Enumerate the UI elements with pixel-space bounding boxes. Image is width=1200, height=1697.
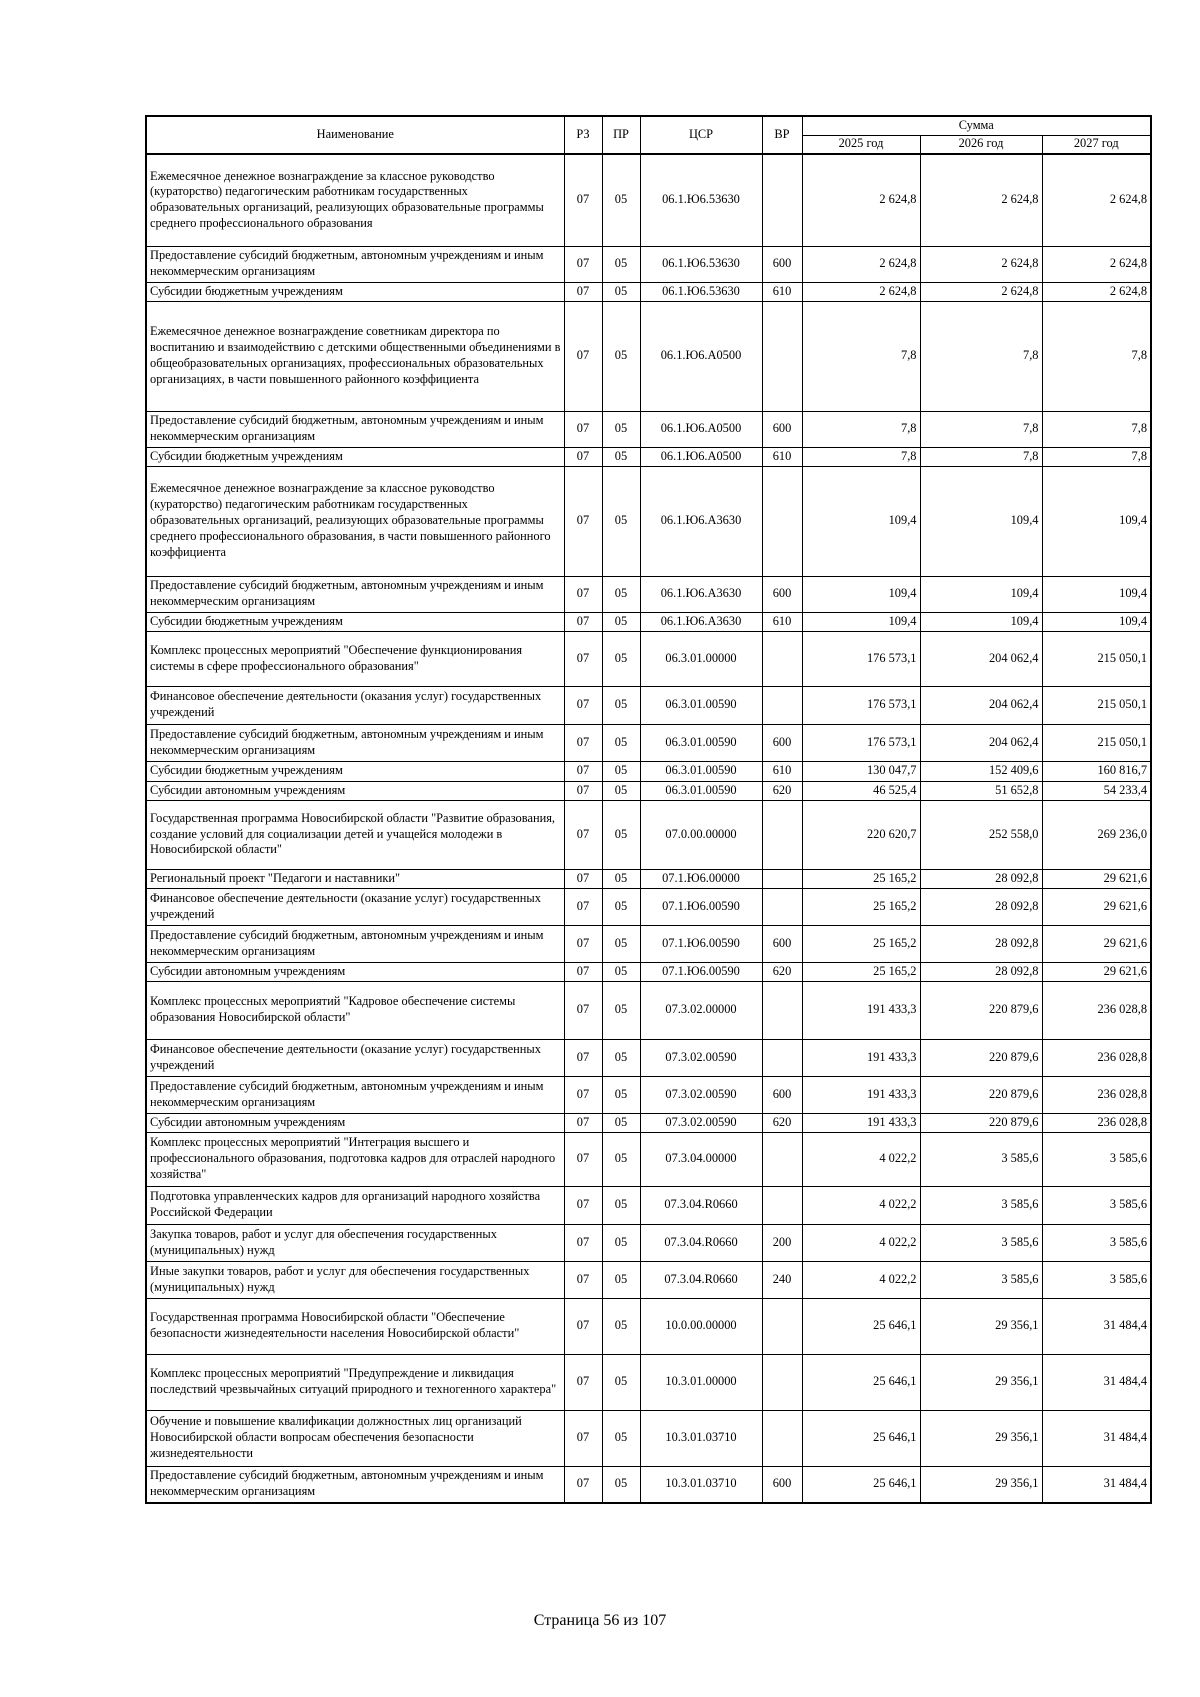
cell-csr: 06.1.Ю6.53630 xyxy=(640,246,762,282)
cell-vr: 240 xyxy=(762,1261,802,1298)
cell-pr: 05 xyxy=(602,301,640,411)
cell-2027: 215 050,1 xyxy=(1042,724,1151,761)
cell-name: Субсидии автономным учреждениям xyxy=(146,1113,564,1132)
cell-name: Субсидии бюджетным учреждениям xyxy=(146,761,564,781)
cell-rz: 07 xyxy=(564,1039,602,1076)
cell-2027: 31 484,4 xyxy=(1042,1298,1151,1354)
cell-vr xyxy=(762,1410,802,1466)
cell-vr xyxy=(762,154,802,246)
table-row xyxy=(146,154,1151,246)
cell-csr: 07.3.04.R0660 xyxy=(640,1224,762,1261)
table-row xyxy=(146,466,1151,576)
cell-pr: 05 xyxy=(602,761,640,781)
cell-pr: 05 xyxy=(602,888,640,925)
cell-2025: 7,8 xyxy=(802,411,920,447)
header-rz: РЗ xyxy=(564,116,602,154)
cell-rz: 07 xyxy=(564,1076,602,1113)
cell-rz: 07 xyxy=(564,154,602,246)
cell-csr: 06.3.01.00590 xyxy=(640,761,762,781)
cell-rz: 07 xyxy=(564,576,602,612)
cell-name: Комплекс процессных мероприятий "Обеспечение функционирования системы в сфере профессионального образования" xyxy=(146,631,564,686)
cell-rz: 07 xyxy=(564,411,602,447)
cell-2027: 109,4 xyxy=(1042,466,1151,576)
cell-2025: 25 646,1 xyxy=(802,1298,920,1354)
cell-2026: 152 409,6 xyxy=(920,761,1042,781)
cell-2026: 3 585,6 xyxy=(920,1186,1042,1224)
cell-rz: 07 xyxy=(564,1132,602,1186)
cell-pr: 05 xyxy=(602,1132,640,1186)
header-pr: ПР xyxy=(602,116,640,154)
cell-rz: 07 xyxy=(564,869,602,888)
header-year-2025: 2025 год xyxy=(802,135,920,154)
cell-2026: 204 062,4 xyxy=(920,631,1042,686)
cell-pr: 05 xyxy=(602,1113,640,1132)
cell-2027: 2 624,8 xyxy=(1042,154,1151,246)
table-row xyxy=(146,800,1151,869)
table-row xyxy=(146,869,1151,888)
header-sum: Сумма xyxy=(802,116,1151,135)
cell-2027: 7,8 xyxy=(1042,301,1151,411)
cell-csr: 10.3.01.00000 xyxy=(640,1354,762,1410)
cell-2027: 29 621,6 xyxy=(1042,869,1151,888)
cell-2027: 3 585,6 xyxy=(1042,1224,1151,1261)
cell-csr: 07.3.02.00590 xyxy=(640,1076,762,1113)
cell-rz: 07 xyxy=(564,466,602,576)
cell-name: Комплекс процессных мероприятий "Предупреждение и ликвидация последствий чрезвычайных ситуаций природного и техногенного характера" xyxy=(146,1354,564,1410)
cell-2026: 109,4 xyxy=(920,466,1042,576)
cell-2025: 191 433,3 xyxy=(802,1039,920,1076)
cell-csr: 06.3.01.00590 xyxy=(640,686,762,724)
cell-name: Предоставление субсидий бюджетным, автономным учреждениям и иным некоммерческим организациям xyxy=(146,411,564,447)
cell-vr: 200 xyxy=(762,1224,802,1261)
table-row xyxy=(146,925,1151,962)
cell-2025: 7,8 xyxy=(802,447,920,466)
cell-2027: 29 621,6 xyxy=(1042,888,1151,925)
cell-rz: 07 xyxy=(564,612,602,631)
cell-csr: 06.1.Ю6.А0500 xyxy=(640,301,762,411)
cell-csr: 06.1.Ю6.53630 xyxy=(640,282,762,301)
cell-2025: 109,4 xyxy=(802,612,920,631)
cell-2025: 176 573,1 xyxy=(802,724,920,761)
cell-rz: 07 xyxy=(564,1466,602,1503)
cell-2026: 51 652,8 xyxy=(920,781,1042,800)
cell-rz: 07 xyxy=(564,1186,602,1224)
cell-name: Предоставление субсидий бюджетным, автономным учреждениям и иным некоммерческим организациям xyxy=(146,724,564,761)
cell-vr xyxy=(762,1132,802,1186)
cell-2026: 28 092,8 xyxy=(920,869,1042,888)
cell-2027: 236 028,8 xyxy=(1042,1113,1151,1132)
cell-vr: 600 xyxy=(762,1466,802,1503)
cell-csr: 06.1.Ю6.53630 xyxy=(640,154,762,246)
cell-2027: 109,4 xyxy=(1042,576,1151,612)
cell-2025: 46 525,4 xyxy=(802,781,920,800)
cell-csr: 10.3.01.03710 xyxy=(640,1410,762,1466)
cell-2026: 3 585,6 xyxy=(920,1224,1042,1261)
cell-csr: 06.1.Ю6.А0500 xyxy=(640,447,762,466)
cell-rz: 07 xyxy=(564,301,602,411)
cell-pr: 05 xyxy=(602,282,640,301)
cell-2026: 29 356,1 xyxy=(920,1466,1042,1503)
cell-2025: 4 022,2 xyxy=(802,1132,920,1186)
cell-pr: 05 xyxy=(602,869,640,888)
table-row xyxy=(146,631,1151,686)
cell-2026: 220 879,6 xyxy=(920,1039,1042,1076)
cell-name: Комплекс процессных мероприятий "Кадровое обеспечение системы образования Новосибирской области" xyxy=(146,981,564,1039)
cell-2026: 29 356,1 xyxy=(920,1410,1042,1466)
cell-name: Предоставление субсидий бюджетным, автономным учреждениям и иным некоммерческим организациям xyxy=(146,246,564,282)
cell-2027: 215 050,1 xyxy=(1042,631,1151,686)
cell-pr: 05 xyxy=(602,1298,640,1354)
cell-csr: 06.1.Ю6.А3630 xyxy=(640,612,762,631)
cell-2026: 220 879,6 xyxy=(920,1076,1042,1113)
cell-pr: 05 xyxy=(602,686,640,724)
cell-2025: 176 573,1 xyxy=(802,631,920,686)
cell-rz: 07 xyxy=(564,1410,602,1466)
cell-2025: 191 433,3 xyxy=(802,1113,920,1132)
cell-rz: 07 xyxy=(564,631,602,686)
cell-2025: 25 165,2 xyxy=(802,869,920,888)
cell-pr: 05 xyxy=(602,612,640,631)
cell-2026: 220 879,6 xyxy=(920,981,1042,1039)
table-row xyxy=(146,888,1151,925)
cell-2027: 3 585,6 xyxy=(1042,1261,1151,1298)
cell-2027: 29 621,6 xyxy=(1042,962,1151,981)
cell-rz: 07 xyxy=(564,981,602,1039)
cell-2025: 2 624,8 xyxy=(802,246,920,282)
cell-rz: 07 xyxy=(564,925,602,962)
table-body xyxy=(146,154,1151,1503)
cell-name: Финансовое обеспечение деятельности (оказания услуг) государственных учреждений xyxy=(146,686,564,724)
cell-2027: 269 236,0 xyxy=(1042,800,1151,869)
cell-2025: 4 022,2 xyxy=(802,1224,920,1261)
cell-2026: 2 624,8 xyxy=(920,246,1042,282)
cell-pr: 05 xyxy=(602,1186,640,1224)
table-row xyxy=(146,1354,1151,1410)
cell-vr xyxy=(762,1354,802,1410)
cell-2027: 31 484,4 xyxy=(1042,1466,1151,1503)
cell-2025: 4 022,2 xyxy=(802,1186,920,1224)
cell-vr xyxy=(762,686,802,724)
cell-pr: 05 xyxy=(602,1039,640,1076)
cell-2026: 28 092,8 xyxy=(920,888,1042,925)
cell-rz: 07 xyxy=(564,1224,602,1261)
cell-2027: 2 624,8 xyxy=(1042,282,1151,301)
cell-name: Комплекс процессных мероприятий "Интеграция высшего и профессионального образования, подготовка кадров для отраслей народного хозяйства" xyxy=(146,1132,564,1186)
cell-pr: 05 xyxy=(602,1410,640,1466)
cell-rz: 07 xyxy=(564,1354,602,1410)
cell-2026: 28 092,8 xyxy=(920,925,1042,962)
cell-rz: 07 xyxy=(564,761,602,781)
cell-name: Субсидии автономным учреждениям xyxy=(146,962,564,981)
cell-name: Ежемесячное денежное вознаграждение за классное руководство (кураторство) педагогическим работникам государственных образовательных организаций, реализующих образовательные программы среднего профессионального образования xyxy=(146,154,564,246)
table-row xyxy=(146,612,1151,631)
cell-vr: 610 xyxy=(762,282,802,301)
cell-vr: 620 xyxy=(762,962,802,981)
cell-pr: 05 xyxy=(602,447,640,466)
cell-rz: 07 xyxy=(564,724,602,761)
cell-2025: 4 022,2 xyxy=(802,1261,920,1298)
cell-2025: 109,4 xyxy=(802,466,920,576)
cell-pr: 05 xyxy=(602,1224,640,1261)
cell-2025: 25 165,2 xyxy=(802,925,920,962)
table-row xyxy=(146,301,1151,411)
cell-rz: 07 xyxy=(564,781,602,800)
cell-2027: 236 028,8 xyxy=(1042,1039,1151,1076)
table-row xyxy=(146,981,1151,1039)
cell-name: Предоставление субсидий бюджетным, автономным учреждениям и иным некоммерческим организациям xyxy=(146,1466,564,1503)
cell-name: Государственная программа Новосибирской области "Обеспечение безопасности жизнедеятельности населения Новосибирской области" xyxy=(146,1298,564,1354)
cell-2025: 220 620,7 xyxy=(802,800,920,869)
cell-vr xyxy=(762,631,802,686)
cell-csr: 07.3.04.R0660 xyxy=(640,1261,762,1298)
cell-2026: 2 624,8 xyxy=(920,154,1042,246)
cell-2027: 7,8 xyxy=(1042,447,1151,466)
table-row xyxy=(146,447,1151,466)
cell-pr: 05 xyxy=(602,1466,640,1503)
cell-2025: 191 433,3 xyxy=(802,981,920,1039)
table-row xyxy=(146,1298,1151,1354)
header-vr: ВР xyxy=(762,116,802,154)
cell-name: Обучение и повышение квалификации должностных лиц организаций Новосибирской области вопросам обеспечения безопасности жизнедеятельности xyxy=(146,1410,564,1466)
cell-2025: 25 646,1 xyxy=(802,1410,920,1466)
cell-2026: 7,8 xyxy=(920,411,1042,447)
cell-vr: 600 xyxy=(762,411,802,447)
cell-vr xyxy=(762,466,802,576)
cell-csr: 07.3.02.00590 xyxy=(640,1039,762,1076)
cell-2026: 3 585,6 xyxy=(920,1261,1042,1298)
cell-2027: 236 028,8 xyxy=(1042,981,1151,1039)
cell-2026: 3 585,6 xyxy=(920,1132,1042,1186)
cell-name: Региональный проект "Педагоги и наставники" xyxy=(146,869,564,888)
cell-pr: 05 xyxy=(602,925,640,962)
cell-2027: 3 585,6 xyxy=(1042,1132,1151,1186)
cell-vr xyxy=(762,888,802,925)
cell-csr: 06.3.01.00590 xyxy=(640,724,762,761)
cell-name: Ежемесячное денежное вознаграждение за классное руководство (кураторство) педагогическим работникам государственных образовательных организаций, реализующих образовательные программы среднего профессионального образования, в части повышенного районного коэффициента xyxy=(146,466,564,576)
cell-2025: 25 165,2 xyxy=(802,962,920,981)
cell-rz: 07 xyxy=(564,447,602,466)
cell-2026: 7,8 xyxy=(920,447,1042,466)
cell-rz: 07 xyxy=(564,962,602,981)
table-row xyxy=(146,1113,1151,1132)
cell-name: Финансовое обеспечение деятельности (оказание услуг) государственных учреждений xyxy=(146,888,564,925)
cell-csr: 06.3.01.00000 xyxy=(640,631,762,686)
cell-vr xyxy=(762,869,802,888)
cell-vr: 600 xyxy=(762,246,802,282)
cell-vr: 600 xyxy=(762,576,802,612)
cell-name: Иные закупки товаров, работ и услуг для обеспечения государственных (муниципальных) нужд xyxy=(146,1261,564,1298)
cell-vr xyxy=(762,1039,802,1076)
table-row xyxy=(146,1186,1151,1224)
cell-2025: 25 646,1 xyxy=(802,1466,920,1503)
cell-csr: 06.1.Ю6.А3630 xyxy=(640,466,762,576)
table-row xyxy=(146,724,1151,761)
cell-name: Субсидии бюджетным учреждениям xyxy=(146,447,564,466)
cell-csr: 07.1.Ю6.00000 xyxy=(640,869,762,888)
cell-2025: 109,4 xyxy=(802,576,920,612)
cell-csr: 06.3.01.00590 xyxy=(640,781,762,800)
table-row xyxy=(146,781,1151,800)
cell-csr: 07.3.02.00590 xyxy=(640,1113,762,1132)
cell-2025: 191 433,3 xyxy=(802,1076,920,1113)
cell-pr: 05 xyxy=(602,981,640,1039)
table-row xyxy=(146,282,1151,301)
cell-2025: 176 573,1 xyxy=(802,686,920,724)
cell-2027: 236 028,8 xyxy=(1042,1076,1151,1113)
cell-csr: 10.3.01.03710 xyxy=(640,1466,762,1503)
cell-vr xyxy=(762,301,802,411)
cell-name: Предоставление субсидий бюджетным, автономным учреждениям и иным некоммерческим организациям xyxy=(146,576,564,612)
cell-rz: 07 xyxy=(564,1298,602,1354)
cell-2025: 130 047,7 xyxy=(802,761,920,781)
cell-csr: 07.1.Ю6.00590 xyxy=(640,925,762,962)
table-row xyxy=(146,962,1151,981)
table-row xyxy=(146,1076,1151,1113)
cell-vr: 600 xyxy=(762,925,802,962)
table-row xyxy=(146,1410,1151,1466)
cell-rz: 07 xyxy=(564,1261,602,1298)
table-row xyxy=(146,246,1151,282)
cell-name: Субсидии бюджетным учреждениям xyxy=(146,282,564,301)
cell-vr: 620 xyxy=(762,1113,802,1132)
cell-2027: 215 050,1 xyxy=(1042,686,1151,724)
table-row xyxy=(146,686,1151,724)
cell-2026: 28 092,8 xyxy=(920,962,1042,981)
cell-vr: 610 xyxy=(762,447,802,466)
cell-pr: 05 xyxy=(602,576,640,612)
cell-vr: 600 xyxy=(762,724,802,761)
cell-csr: 06.1.Ю6.А0500 xyxy=(640,411,762,447)
cell-2025: 2 624,8 xyxy=(802,154,920,246)
cell-2027: 160 816,7 xyxy=(1042,761,1151,781)
cell-2025: 7,8 xyxy=(802,301,920,411)
cell-pr: 05 xyxy=(602,781,640,800)
cell-2025: 2 624,8 xyxy=(802,282,920,301)
cell-pr: 05 xyxy=(602,246,640,282)
cell-2027: 2 624,8 xyxy=(1042,246,1151,282)
cell-rz: 07 xyxy=(564,1113,602,1132)
cell-vr: 600 xyxy=(762,1076,802,1113)
cell-rz: 07 xyxy=(564,686,602,724)
cell-2027: 31 484,4 xyxy=(1042,1354,1151,1410)
cell-2027: 29 621,6 xyxy=(1042,925,1151,962)
cell-csr: 07.3.04.00000 xyxy=(640,1132,762,1186)
cell-csr: 07.3.04.R0660 xyxy=(640,1186,762,1224)
cell-2026: 109,4 xyxy=(920,612,1042,631)
table-row xyxy=(146,1224,1151,1261)
cell-csr: 06.1.Ю6.А3630 xyxy=(640,576,762,612)
cell-pr: 05 xyxy=(602,466,640,576)
table-row xyxy=(146,1261,1151,1298)
table-row xyxy=(146,1039,1151,1076)
cell-csr: 07.1.Ю6.00590 xyxy=(640,962,762,981)
cell-vr: 610 xyxy=(762,761,802,781)
table-row xyxy=(146,1466,1151,1503)
cell-name: Субсидии бюджетным учреждениям xyxy=(146,612,564,631)
cell-csr: 07.3.02.00000 xyxy=(640,981,762,1039)
cell-2026: 29 356,1 xyxy=(920,1354,1042,1410)
cell-pr: 05 xyxy=(602,631,640,686)
cell-2027: 31 484,4 xyxy=(1042,1410,1151,1466)
table-row xyxy=(146,411,1151,447)
header-name: Наименование xyxy=(146,116,564,154)
cell-name: Государственная программа Новосибирской области "Развитие образования, создание условий для социализации детей и учащейся молодежи в Новосибирской области" xyxy=(146,800,564,869)
cell-pr: 05 xyxy=(602,1261,640,1298)
cell-2025: 25 646,1 xyxy=(802,1354,920,1410)
cell-name: Предоставление субсидий бюджетным, автономным учреждениям и иным некоммерческим организациям xyxy=(146,1076,564,1113)
cell-2027: 54 233,4 xyxy=(1042,781,1151,800)
cell-pr: 05 xyxy=(602,1354,640,1410)
cell-vr xyxy=(762,1186,802,1224)
cell-2026: 7,8 xyxy=(920,301,1042,411)
cell-vr xyxy=(762,981,802,1039)
cell-pr: 05 xyxy=(602,800,640,869)
cell-vr: 610 xyxy=(762,612,802,631)
cell-2026: 220 879,6 xyxy=(920,1113,1042,1132)
page-number: Страница 56 из 107 xyxy=(533,1612,667,1629)
cell-pr: 05 xyxy=(602,411,640,447)
cell-csr: 07.0.00.00000 xyxy=(640,800,762,869)
cell-2026: 204 062,4 xyxy=(920,686,1042,724)
cell-name: Субсидии автономным учреждениям xyxy=(146,781,564,800)
cell-2026: 252 558,0 xyxy=(920,800,1042,869)
cell-name: Предоставление субсидий бюджетным, автономным учреждениям и иным некоммерческим организациям xyxy=(146,925,564,962)
cell-2027: 109,4 xyxy=(1042,612,1151,631)
cell-2026: 204 062,4 xyxy=(920,724,1042,761)
header-csr: ЦСР xyxy=(640,116,762,154)
cell-name: Финансовое обеспечение деятельности (оказание услуг) государственных учреждений xyxy=(146,1039,564,1076)
cell-vr xyxy=(762,1298,802,1354)
cell-name: Подготовка управленческих кадров для организаций народного хозяйства Российской Федерации xyxy=(146,1186,564,1224)
cell-csr: 10.0.00.00000 xyxy=(640,1298,762,1354)
cell-csr: 07.1.Ю6.00590 xyxy=(640,888,762,925)
table-header xyxy=(146,116,1151,154)
cell-pr: 05 xyxy=(602,962,640,981)
cell-2027: 7,8 xyxy=(1042,411,1151,447)
cell-2025: 25 165,2 xyxy=(802,888,920,925)
cell-pr: 05 xyxy=(602,154,640,246)
header-year-2027: 2027 год xyxy=(1042,135,1151,154)
cell-vr xyxy=(762,800,802,869)
cell-pr: 05 xyxy=(602,724,640,761)
cell-rz: 07 xyxy=(564,888,602,925)
table-row xyxy=(146,576,1151,612)
cell-rz: 07 xyxy=(564,800,602,869)
cell-name: Закупка товаров, работ и услуг для обеспечения государственных (муниципальных) нужд xyxy=(146,1224,564,1261)
table-row xyxy=(146,761,1151,781)
cell-2026: 29 356,1 xyxy=(920,1298,1042,1354)
cell-2026: 2 624,8 xyxy=(920,282,1042,301)
table-row xyxy=(146,1132,1151,1186)
cell-2026: 109,4 xyxy=(920,576,1042,612)
cell-rz: 07 xyxy=(564,246,602,282)
cell-pr: 05 xyxy=(602,1076,640,1113)
cell-2027: 3 585,6 xyxy=(1042,1186,1151,1224)
cell-name: Ежемесячное денежное вознаграждение советникам директора по воспитанию и взаимодействию с детскими общественными объединениями в общеобразовательных организациях, профессиональных образовательных организациях, в части повышенного районного коэффициента xyxy=(146,301,564,411)
header-year-2026: 2026 год xyxy=(920,135,1042,154)
cell-vr: 620 xyxy=(762,781,802,800)
cell-rz: 07 xyxy=(564,282,602,301)
budget-table xyxy=(145,115,1152,1504)
